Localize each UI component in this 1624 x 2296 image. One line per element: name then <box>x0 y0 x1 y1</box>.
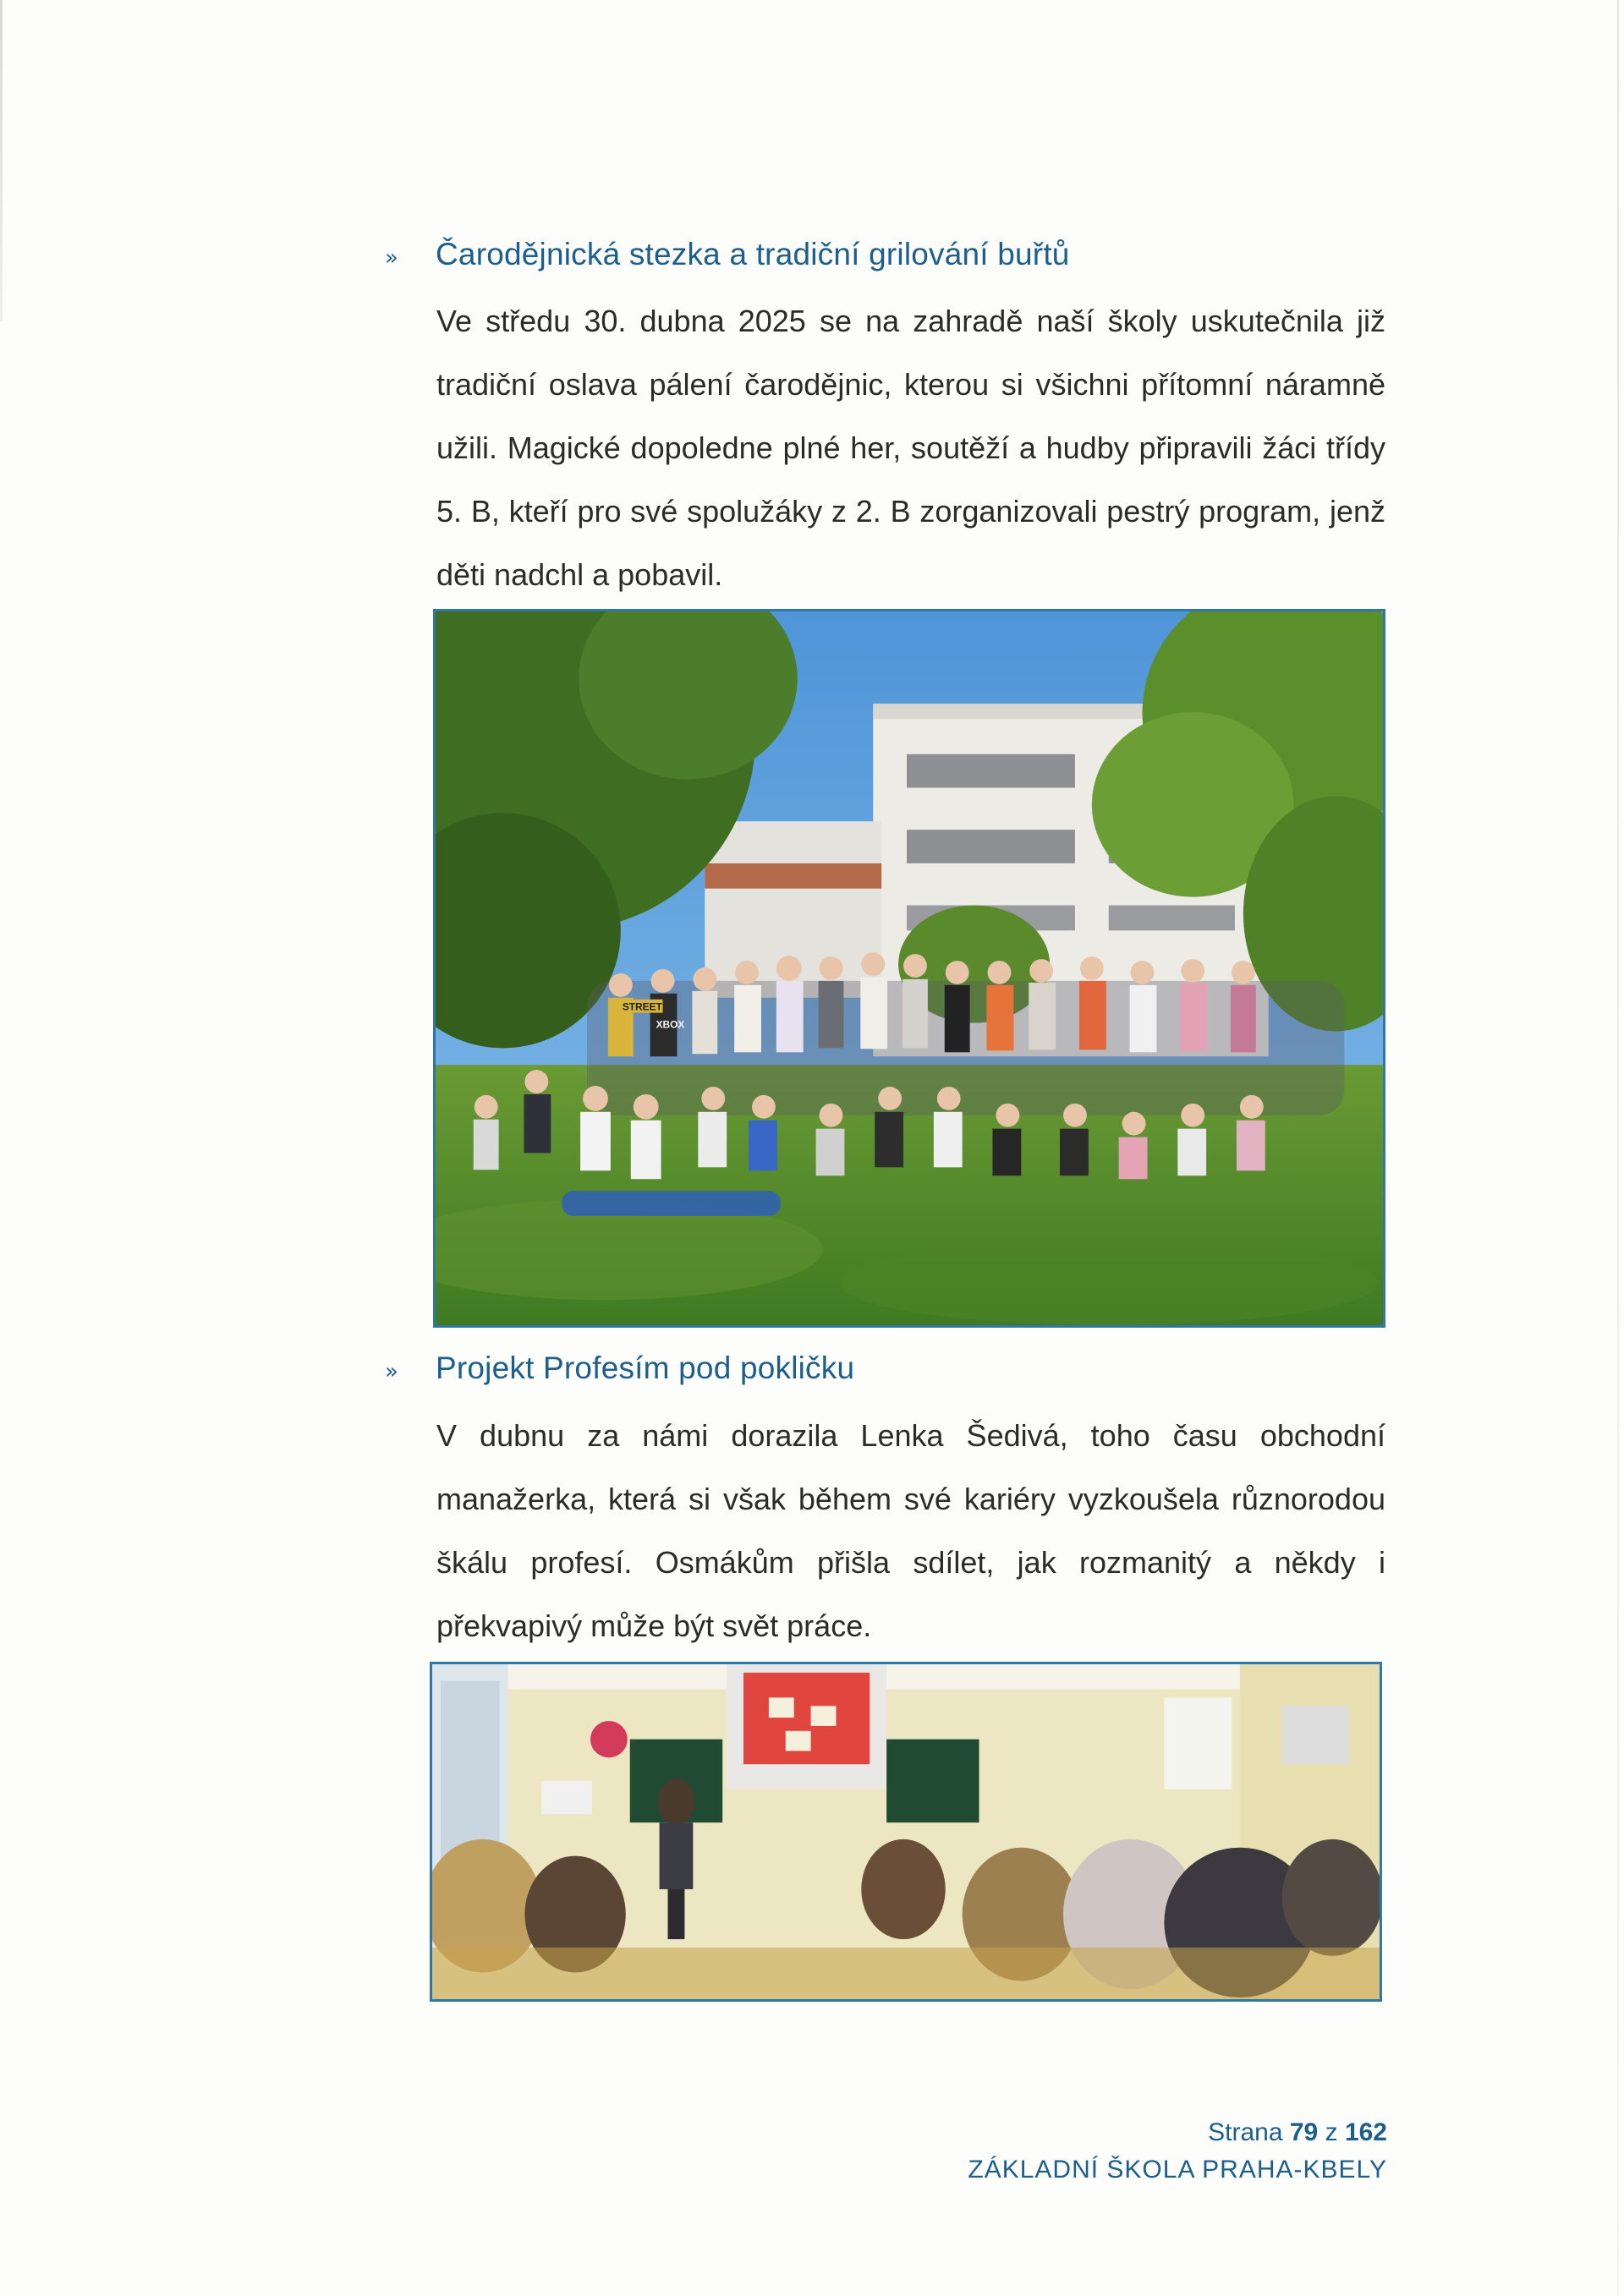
page-separator: z <box>1325 2118 1338 2146</box>
section-title: Čarodějnická stezka a tradiční grilování buřtů <box>436 237 1070 271</box>
section-heading-carodejnice <box>385 237 1070 272</box>
bullet-icon: » <box>385 1359 398 1384</box>
page-prefix: Strana <box>1208 2118 1283 2146</box>
section-paragraph: V dubnu za námi dorazila Lenka Šedivá, toho času obchodní manažerka, která si však během své kariéry vyzkoušela různorodou škálu profesí. Osmákům přišla sdílet, jak rozmanitý a někdy i překvapivý může být svět práce. <box>436 1418 1385 1643</box>
photo-group-garden <box>433 609 1385 1328</box>
school-name: ZÁKLADNÍ ŠKOLA PRAHA-KBELY <box>968 2156 1387 2184</box>
bullet-icon: » <box>385 245 398 271</box>
photo-classroom <box>430 1662 1382 2002</box>
shirt-text-xbox: XBOX <box>656 1018 685 1031</box>
garden-group-illustration <box>436 611 1383 1325</box>
page-current: 79 <box>1289 2118 1319 2146</box>
shirt-text-street: STREET <box>622 1000 662 1013</box>
page-total: 162 <box>1344 2118 1387 2146</box>
section-paragraph: Ve středu 30. dubna 2025 se na zahradě naší školy uskutečnila již tradiční oslava pálení čarodějnic, kterou si všichni přítomní náramně užili. Magické dopoledne plné her, soutěží a hudby připravili žáci třídy 5. B, kteří pro své spolužáky z 2. B zorganizovali pestrý program, jenž děti nadchl a pobavil. <box>436 304 1385 592</box>
scan-edge-right <box>1617 0 1619 2296</box>
classroom-illustration <box>432 1664 1380 1999</box>
page-number <box>1208 2118 1387 2147</box>
section-title: Projekt Profesím pod pokličku <box>436 1351 855 1385</box>
section-heading-profesim <box>385 1351 854 1386</box>
scan-edge-left <box>0 0 3 321</box>
